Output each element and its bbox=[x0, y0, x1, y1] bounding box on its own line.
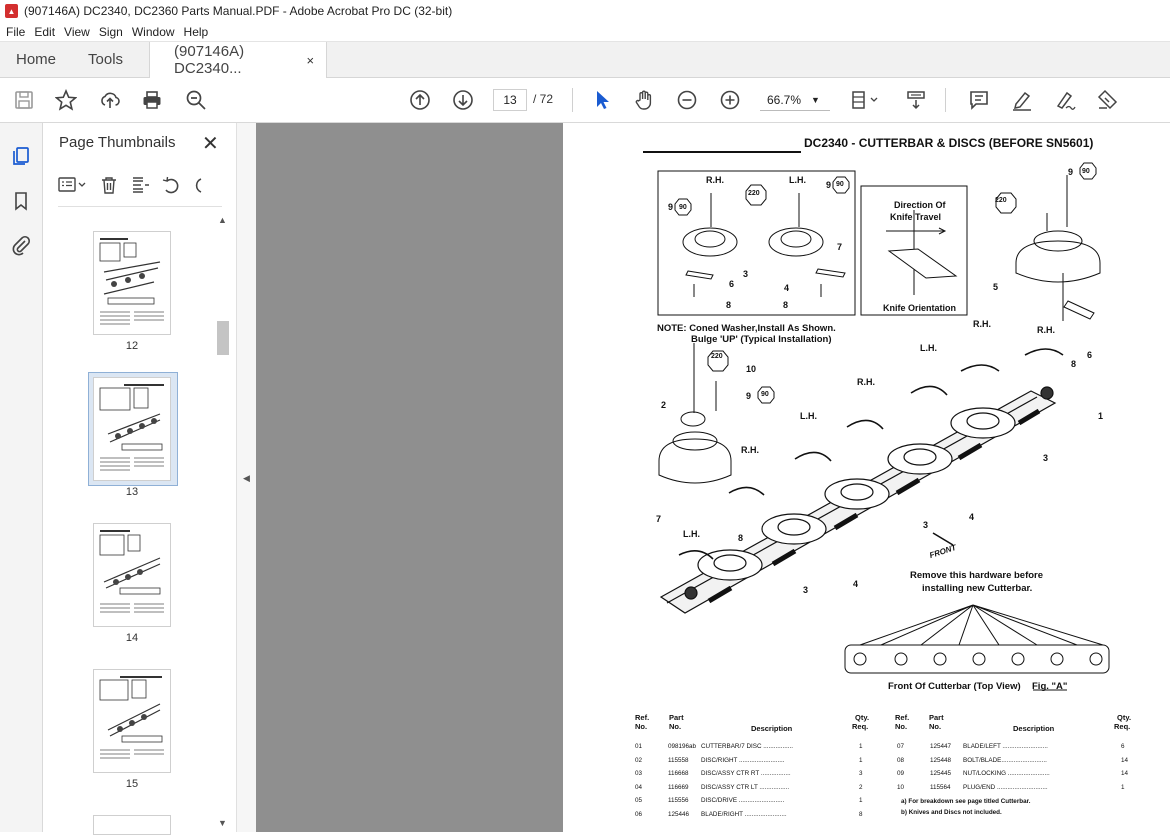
table-cell-ref: 03 bbox=[635, 770, 643, 777]
insert-page-icon[interactable] bbox=[130, 175, 150, 195]
panel-divider bbox=[58, 206, 222, 207]
table-cell-qty: 14 bbox=[1121, 756, 1129, 764]
bookmark-star-icon[interactable] bbox=[53, 87, 79, 113]
col-description: Description bbox=[1013, 724, 1055, 733]
table-cell-desc: BOLT/BLADE.......................... bbox=[963, 756, 1047, 764]
table-cell-qty: 2 bbox=[859, 783, 863, 791]
table-cell-ref: 05 bbox=[635, 797, 643, 804]
col-description: Description bbox=[751, 724, 793, 733]
thumbnail-label: 13 bbox=[125, 486, 139, 498]
menu-help[interactable]: Help bbox=[183, 24, 209, 39]
label-3: 3 bbox=[803, 585, 809, 595]
label-4: 4 bbox=[969, 512, 975, 522]
label-8: 8 bbox=[726, 300, 732, 310]
zoom-level-select[interactable] bbox=[760, 89, 830, 111]
col-qty-req: Req. bbox=[852, 722, 869, 731]
parts-table bbox=[635, 713, 1140, 823]
label-torque-90: 90 bbox=[836, 181, 844, 188]
table-cell-qty: 8 bbox=[859, 810, 863, 818]
label-rh: R.H. bbox=[706, 175, 724, 185]
menu-bar bbox=[0, 22, 1170, 42]
close-tab-icon[interactable]: × bbox=[306, 52, 315, 68]
attachments-icon[interactable] bbox=[10, 234, 32, 256]
previous-page-icon[interactable] bbox=[407, 87, 433, 113]
page-thumbnail-13[interactable] bbox=[93, 377, 171, 481]
box-knife-travel: Knife Travel bbox=[890, 212, 942, 222]
toolbar-separator bbox=[572, 88, 573, 112]
footnote-b: b) Knives and Discs not included. bbox=[901, 809, 1002, 816]
table-cell-desc: BLADE/RIGHT ........................ bbox=[701, 810, 787, 818]
table-cell-qty: 3 bbox=[859, 770, 863, 777]
label-3: 3 bbox=[1043, 453, 1049, 463]
scroll-up-arrow-icon[interactable]: ▲ bbox=[218, 215, 227, 225]
page-fit-icon[interactable] bbox=[848, 87, 882, 113]
col-ref: Ref. bbox=[895, 713, 910, 722]
table-cell-qty: 1 bbox=[859, 756, 863, 764]
label-9: 9 bbox=[746, 391, 752, 401]
table-cell-part: 116669 bbox=[668, 783, 689, 791]
fig-reference: Fig. "A" bbox=[1032, 681, 1068, 692]
tab-document[interactable] bbox=[149, 42, 327, 78]
tab-bar bbox=[0, 42, 1170, 78]
tab-home[interactable]: Home bbox=[16, 51, 57, 68]
col-ref-no: No. bbox=[895, 722, 908, 731]
pdf-page bbox=[563, 123, 1170, 832]
label-7: 7 bbox=[837, 242, 843, 252]
label-torque-220: 220 bbox=[711, 353, 723, 360]
tab-tools[interactable]: Tools bbox=[88, 51, 124, 68]
page-heading: DC2340 - CUTTERBAR & DISCS (BEFORE SN5601) bbox=[804, 136, 1094, 150]
table-cell-qty: 14 bbox=[1121, 770, 1129, 777]
table-cell-desc: DISC/ASSY CTR LT ................. bbox=[701, 783, 790, 791]
zoom-out-icon[interactable] bbox=[674, 87, 700, 113]
table-cell-qty: 6 bbox=[1121, 743, 1125, 750]
save-icon[interactable] bbox=[11, 87, 37, 113]
table-cell-desc: DISC/RIGHT .......................... bbox=[701, 756, 785, 764]
page-number-input[interactable]: 13 bbox=[493, 89, 527, 111]
table-cell-part: 116668 bbox=[668, 770, 689, 777]
stamp-fill-sign-icon[interactable] bbox=[1094, 87, 1120, 113]
label-3: 3 bbox=[923, 520, 929, 530]
label-5: 5 bbox=[993, 282, 999, 292]
rotate-clockwise-icon[interactable] bbox=[192, 175, 202, 195]
upload-cloud-icon[interactable] bbox=[97, 87, 123, 113]
table-cell-ref: 09 bbox=[897, 770, 905, 777]
label-lh: L.H. bbox=[683, 529, 700, 539]
col-ref: Ref. bbox=[635, 713, 650, 722]
print-icon[interactable] bbox=[139, 87, 165, 113]
col-part-no: No. bbox=[929, 722, 942, 731]
label-4: 4 bbox=[853, 579, 859, 589]
table-cell-desc: DISC/ASSY CTR RT ................. bbox=[701, 770, 791, 777]
document-viewer[interactable] bbox=[256, 123, 1170, 832]
scroll-down-arrow-icon[interactable]: ▼ bbox=[218, 818, 227, 828]
chevron-down-icon: ▼ bbox=[811, 94, 820, 105]
scroll-mode-icon[interactable] bbox=[903, 87, 929, 113]
panel-splitter[interactable] bbox=[236, 123, 256, 832]
label-front: FRONT bbox=[928, 542, 958, 561]
col-qty-req: Req. bbox=[1114, 722, 1131, 731]
collapse-panel-arrow-icon[interactable]: ◀ bbox=[243, 473, 250, 483]
table-cell-part: 115558 bbox=[668, 756, 689, 764]
label-6: 6 bbox=[729, 279, 735, 289]
label-torque-90: 90 bbox=[1082, 168, 1090, 175]
next-page-icon[interactable] bbox=[450, 87, 476, 113]
col-part-no: No. bbox=[669, 722, 682, 731]
col-ref-no: No. bbox=[635, 722, 648, 731]
label-9: 9 bbox=[1068, 167, 1074, 177]
table-cell-ref: 01 bbox=[635, 743, 643, 750]
page-total: / 72 bbox=[533, 92, 554, 106]
comment-icon[interactable] bbox=[966, 87, 992, 113]
table-cell-ref: 02 bbox=[635, 756, 643, 764]
menu-view[interactable]: View bbox=[64, 24, 90, 39]
table-cell-desc: CUTTERBAR/7 DISC ................. bbox=[701, 743, 794, 750]
col-qty: Qty. bbox=[1117, 713, 1132, 722]
table-cell-desc: NUT/LOCKING ........................ bbox=[963, 770, 1050, 777]
fig-caption: Front Of Cutterbar (Top View) bbox=[888, 681, 1021, 692]
thumbnail-tools bbox=[58, 173, 213, 197]
table-cell-ref: 08 bbox=[897, 756, 905, 764]
label-1: 1 bbox=[1098, 411, 1104, 421]
remove-hardware-line1: Remove this hardware before bbox=[910, 570, 1044, 581]
highlight-pen-icon[interactable] bbox=[1009, 87, 1035, 113]
menu-window[interactable]: Window bbox=[131, 24, 175, 39]
label-4: 4 bbox=[784, 283, 790, 293]
thumbnail-label: 14 bbox=[125, 632, 139, 644]
menu-edit[interactable]: Edit bbox=[34, 24, 56, 39]
label-7: 7 bbox=[656, 514, 662, 524]
table-cell-part: 115556 bbox=[668, 797, 689, 804]
table-cell-ref: 10 bbox=[897, 783, 905, 791]
note-bulge-up: Bulge 'UP' (Typical Installation) bbox=[691, 334, 832, 345]
col-part: Part bbox=[929, 713, 944, 722]
zoom-search-icon[interactable] bbox=[183, 87, 209, 113]
left-rail bbox=[0, 123, 43, 832]
footnote-a: a) For breakdown see page titled Cutterbar. bbox=[901, 798, 1031, 805]
table-cell-part: 098196ab bbox=[668, 743, 697, 750]
acrobat-icon: ▲ bbox=[5, 4, 18, 18]
table-cell-desc: BLADE/LEFT .......................... bbox=[963, 743, 1048, 750]
window-title: (907146A) DC2340, DC2360 Parts Manual.PDF - Adobe Acrobat Pro DC (32-bit) bbox=[24, 4, 453, 18]
label-rh: R.H. bbox=[973, 319, 991, 329]
box-knife-orientation: Knife Orientation bbox=[883, 303, 957, 313]
zoom-in-icon[interactable] bbox=[717, 87, 743, 113]
thumbnails-panel bbox=[44, 123, 236, 832]
table-cell-desc: DISC/DRIVE .......................... bbox=[701, 797, 785, 804]
table-cell-qty: 1 bbox=[1121, 783, 1125, 791]
label-8: 8 bbox=[1071, 359, 1077, 369]
page-thumbnail-12[interactable] bbox=[93, 231, 171, 335]
label-2: 2 bbox=[661, 400, 667, 410]
label-torque-220: 220 bbox=[995, 197, 1007, 204]
table-cell-part: 125447 bbox=[930, 743, 952, 750]
col-qty: Qty. bbox=[855, 713, 870, 722]
label-6: 6 bbox=[1087, 350, 1093, 360]
label-9: 9 bbox=[826, 180, 832, 190]
close-panel-icon[interactable]: ✕ bbox=[202, 133, 219, 155]
zoom-level-value: 66.7% bbox=[767, 92, 802, 107]
toolbar bbox=[0, 78, 1170, 123]
remove-hardware-line2: installing new Cutterbar. bbox=[922, 583, 1033, 594]
options-menu-icon[interactable] bbox=[58, 175, 88, 195]
panel-title: Page Thumbnails bbox=[59, 134, 176, 151]
label-10: 10 bbox=[746, 364, 757, 374]
label-rh: R.H. bbox=[857, 377, 875, 387]
menu-sign[interactable]: Sign bbox=[98, 24, 123, 39]
table-cell-ref: 04 bbox=[635, 783, 643, 791]
label-torque-90: 90 bbox=[761, 391, 769, 398]
label-8: 8 bbox=[738, 533, 744, 543]
page-thumbnail-14[interactable] bbox=[93, 523, 171, 627]
toolbar-separator bbox=[945, 88, 946, 112]
label-9: 9 bbox=[668, 202, 674, 212]
table-cell-part: 125446 bbox=[668, 810, 690, 818]
note-coned-washer: NOTE: Coned Washer,Install As Shown. bbox=[657, 323, 836, 334]
page-thumbnail-15[interactable] bbox=[93, 669, 171, 773]
table-cell-part: 115564 bbox=[930, 783, 951, 791]
label-lh: L.H. bbox=[800, 411, 817, 421]
draw-sign-icon[interactable] bbox=[1052, 87, 1078, 113]
menu-file[interactable]: File bbox=[6, 24, 26, 39]
delete-page-icon[interactable] bbox=[99, 175, 119, 195]
label-torque-220: 220 bbox=[748, 190, 760, 197]
table-cell-desc: PLUG/END ............................. bbox=[963, 783, 1048, 791]
label-rh: R.H. bbox=[741, 445, 759, 455]
table-cell-part: 125445 bbox=[930, 770, 952, 777]
label-rh: R.H. bbox=[1037, 325, 1055, 335]
hand-tool-icon[interactable] bbox=[631, 87, 657, 113]
label-lh: L.H. bbox=[789, 175, 806, 185]
thumbnails-scrollbar[interactable] bbox=[216, 213, 230, 832]
label-3: 3 bbox=[743, 269, 749, 279]
thumbnail-label: 15 bbox=[125, 778, 139, 790]
table-cell-qty: 1 bbox=[859, 797, 863, 804]
label-lh: L.H. bbox=[920, 343, 937, 353]
thumbnail-label: 12 bbox=[125, 340, 139, 352]
label-8: 8 bbox=[783, 300, 789, 310]
page-thumbnails-icon[interactable] bbox=[10, 145, 32, 167]
box-direction-of: Direction Of bbox=[894, 200, 946, 210]
scrollbar-thumb[interactable] bbox=[217, 321, 229, 355]
page-thumbnail-16[interactable] bbox=[93, 815, 171, 835]
rotate-counterclockwise-icon[interactable] bbox=[161, 175, 181, 195]
table-cell-qty: 1 bbox=[859, 743, 863, 750]
table-cell-part: 125448 bbox=[930, 756, 952, 764]
select-cursor-icon[interactable] bbox=[589, 87, 615, 113]
window-titlebar bbox=[0, 0, 1170, 22]
bookmarks-icon[interactable] bbox=[10, 190, 32, 212]
tab-document-label: (907146A) DC2340... bbox=[174, 43, 245, 77]
table-cell-ref: 07 bbox=[897, 743, 905, 750]
label-torque-90: 90 bbox=[679, 204, 687, 211]
table-cell-ref: 06 bbox=[635, 810, 643, 818]
col-part: Part bbox=[669, 713, 684, 722]
